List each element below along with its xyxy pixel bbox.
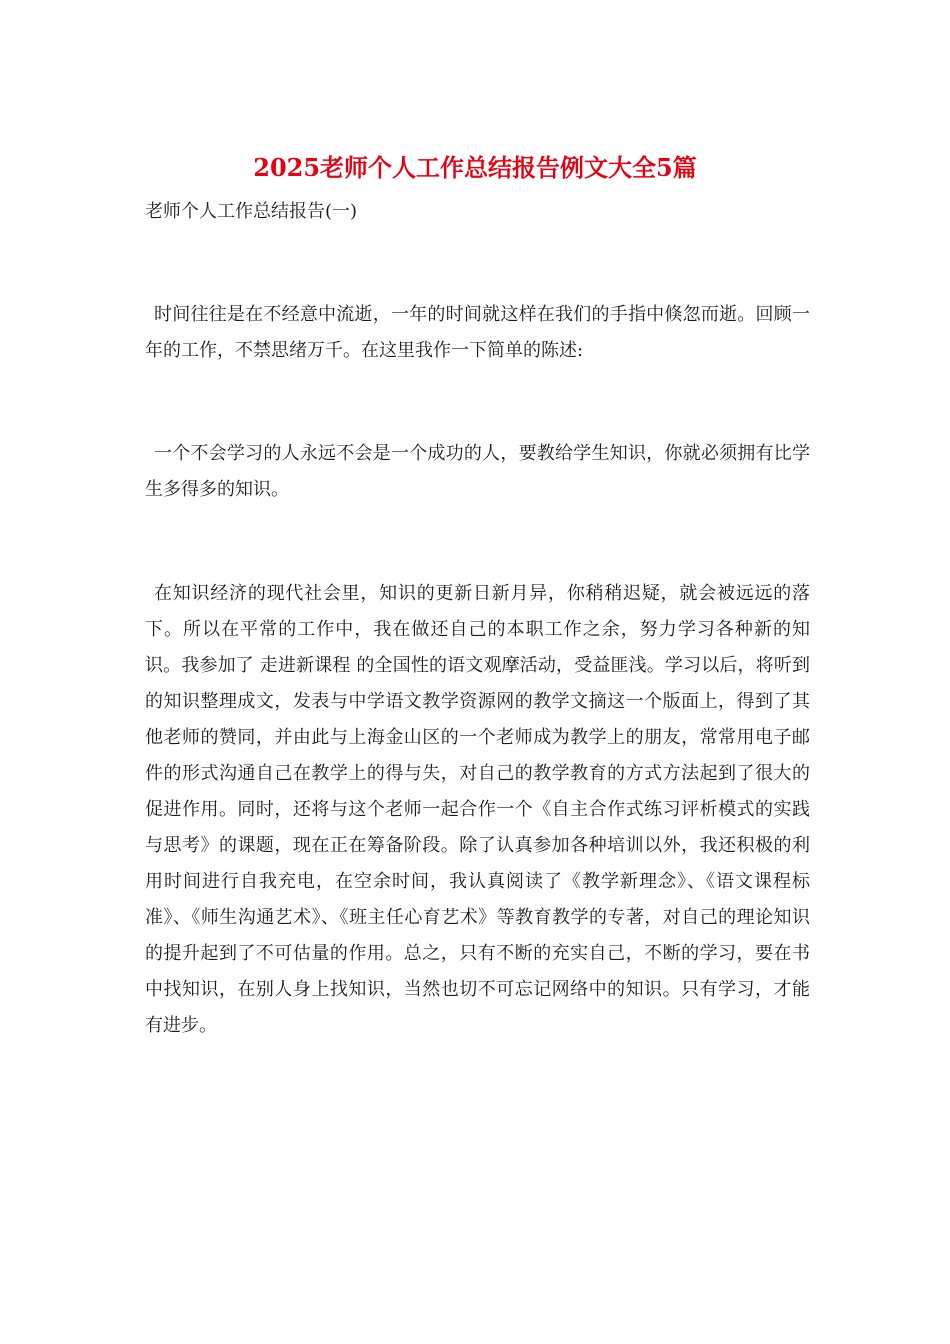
section-heading: 老师个人工作总结报告(一) bbox=[145, 201, 358, 222]
body-paragraph: 一个不会学习的人永远不会是一个成功的人，要教给学生知识，你就必须拥有比学生多得多的知识。 bbox=[145, 443, 810, 500]
document-title: 2025老师个人工作总结报告例文大全5篇 bbox=[253, 153, 697, 182]
body-paragraph: 在知识经济的现代社会里，知识的更新日新月异，你稍稍迟疑，就会被远远的落下。所以在平常的工作中，我在做还自己的本职工作之余，努力学习各种新的知识。我参加了 走进新课程 的全国性的语文观摩活动，受益匪浅。学习以后，将听到的知识整理成文，发表与中学语文教学资源网的教学文摘这一个版面上，得到了其他老师的赞同，并由此与上海金山区的一个老师成为教学上的朋友，常常用电子邮件的形式沟通自己在教学上的得与失，对自己的教学教育的方式方法起到了很大的促进作用。同时，还将与这个老师一起合作一个《自主合作式练习评析模式的实践与思考》的课题，现在正在筹备阶段。除了认真参加各种培训以外，我还积极的利用时间进行自我充电，在空余时间，我认真阅读了《教学新理念》、《语文课程标准》、《师生沟通艺术》、《班主任心育艺术》等教育教学的专著，对自己的理论知识的提升起到了不可估量的作用。总之，只有不断的充实自己，不断的学习，要在书中找知识，在别人身上找知识，当然也切不可忘记网络中的知识。只有学习，才能有进步。 bbox=[145, 583, 810, 1036]
body-paragraph: 时间往往是在不经意中流逝，一年的时间就这样在我们的手指中倏忽而逝。回顾一年的工作，不禁思绪万千。在这里我作一下简单的陈述: bbox=[145, 304, 810, 361]
